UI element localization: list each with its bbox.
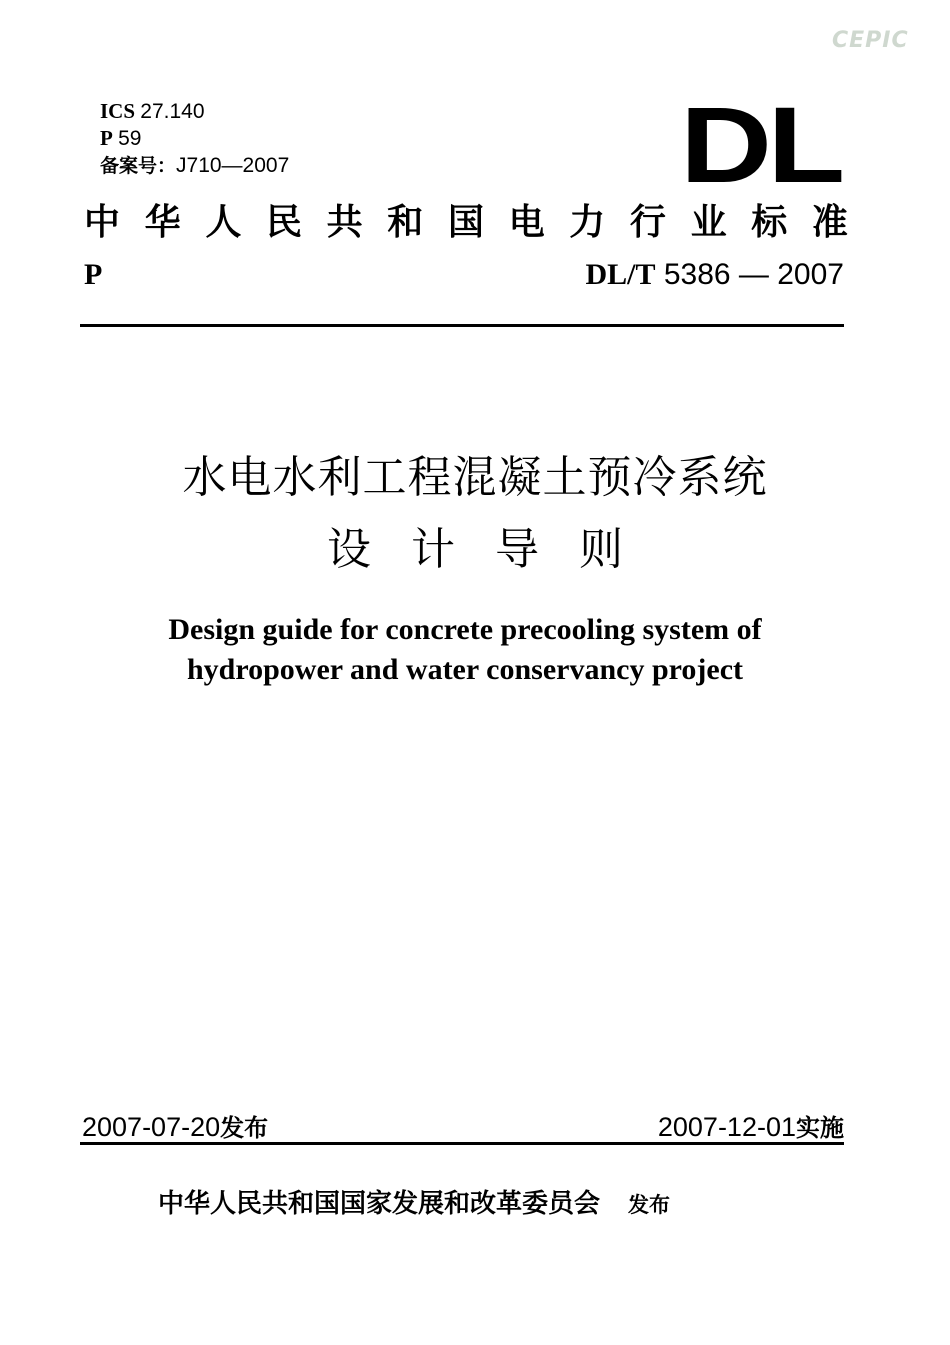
class-code: P 59 xyxy=(100,126,142,150)
bottom-divider xyxy=(80,1142,844,1145)
dl-logo: DL xyxy=(680,84,841,205)
title-en xyxy=(0,610,930,690)
top-divider xyxy=(80,324,844,327)
title-en-line1: Design guide for concrete precooling system of xyxy=(168,613,762,646)
standard-id-row xyxy=(84,258,844,298)
standard-class: P xyxy=(84,258,103,291)
classification-codes xyxy=(100,98,289,180)
cepic-watermark: CEPIC xyxy=(832,28,909,53)
ics-code: ICS 27.140 xyxy=(100,99,205,123)
publisher xyxy=(158,1186,670,1223)
standard-category: 中 华 人 民 共 和 国 电 力 行 业 标 准 xyxy=(84,201,848,243)
date-row xyxy=(82,1108,844,1144)
filing-number: 备案号：J710—2007 xyxy=(100,154,290,177)
title-en-line2: hydropower and water conservancy project xyxy=(186,653,744,686)
effective-date: 2007-12-01实施 xyxy=(657,1112,844,1142)
publisher-label: 发布 xyxy=(628,1192,671,1217)
title-zh-line1: 水电水利工程混凝土预冷系统 xyxy=(182,452,768,503)
standard-number: DL/T 5386 — 2007 xyxy=(585,258,844,291)
title-zh-line2: 设计导则 xyxy=(327,524,663,575)
issue-date: 2007-07-20发布 xyxy=(82,1112,269,1142)
publisher-name: 中华人民共和国国家发展和改革委员会 xyxy=(158,1189,601,1219)
